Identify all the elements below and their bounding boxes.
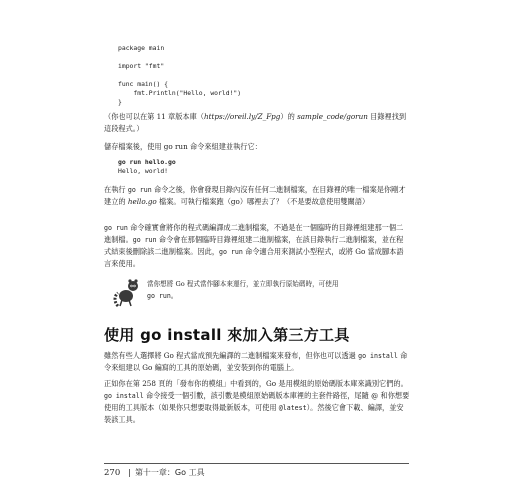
text: 命令來組建以 Go 編寫的工具的原始碼，並安裝到你的電腦上。 (104, 351, 408, 372)
paragraph-source-location (104, 111, 410, 135)
inline-code: go run (127, 186, 152, 194)
text: 目錄裡找到這段程式。） (104, 112, 407, 133)
text: 命令確實會將你的程式碼編譯成二進制檔案，不過是在一個臨時的目錄裡組建那一個二進制檔。 (104, 223, 404, 244)
text: 。 (170, 292, 178, 300)
text: 檔案。可執行檔案跑（go）哪裡去了？（不是要故意使用雙關語） (156, 197, 370, 206)
chapter-title: 第十一章：Go 工具 (134, 468, 205, 477)
code-line (118, 53, 241, 62)
paragraph-binary-question (104, 184, 410, 208)
filename-text: hello.go (127, 197, 157, 206)
inline-code: go install (358, 352, 398, 360)
inline-code: @latest (278, 404, 307, 412)
note-line: 當你想將 Go 程式當作腳本來運行，並立即執行原始碼時，可使用 (147, 280, 339, 288)
text: 在執行 (104, 185, 128, 194)
note-text (147, 278, 397, 302)
inline-code: go run (147, 292, 171, 300)
note-line (147, 290, 397, 302)
output-line: Hello, world! (118, 167, 169, 175)
code-line: func main() { (118, 80, 169, 88)
text: 命令適合用來測試小型程式，或將 Go 當成腳本語言來使用。 (104, 247, 404, 268)
code-line: import "fmt" (118, 62, 165, 70)
command-line: go run hello.go (118, 158, 176, 166)
paragraph-go-install-details (104, 378, 410, 426)
code-block-run (118, 158, 176, 176)
inline-code: go run (132, 236, 157, 244)
code-line (118, 71, 241, 80)
paragraph-run-intro: 儲存檔案後，使用 go run 命令來組建並執行它： (104, 142, 262, 151)
code-block-hello (118, 44, 241, 107)
text: 正如你在第 258 頁的「發布你的模組」中看到的，Go 是用模組的原始碼版本庫來識別它們的。 (104, 379, 408, 388)
paragraph-go-install-intro (104, 350, 410, 374)
footer-separator: | (128, 468, 131, 477)
page-footer (104, 467, 205, 478)
text: 雖然有些人選擇將 Go 程式當成預先編譯的二進制檔案來發布，但你也可以透過 (104, 351, 359, 360)
repo-link[interactable]: https://oreil.ly/Z_Fpg (203, 112, 281, 121)
code-line: fmt.Println("Hello, world!") (118, 89, 242, 97)
text: 命令會在那個臨時目錄裡組建二進制檔案，在該目錄執行二進制檔案，並在程式結束後刪除該二進制檔案。因此， (104, 235, 404, 256)
paragraph-go-run-explained (104, 222, 410, 270)
path-text: sample_code/gorun (297, 112, 368, 121)
inline-code: go run (219, 248, 243, 256)
text: ）的 (280, 112, 298, 121)
text: 命令接受一個引數，該引數是模組原始碼版本庫裡的主套件路徑，尾隨 @ 和你想要使用的工具版本（如果你只想要取得最新版本，可使用 (104, 391, 410, 412)
page-number: 270 (104, 468, 121, 478)
text: 命令之後，你會發現目錄內沒有任何二進制檔案，在目錄裡的唯一檔案是你剛才建立的 (104, 185, 406, 206)
section-heading: 使用 go install 來加入第三方工具 (104, 326, 350, 344)
inline-code: go run (104, 224, 128, 232)
text: （你也可以在第 11 章版本庫（ (104, 112, 204, 121)
code-line: } (118, 98, 122, 106)
code-line: package main (118, 44, 165, 52)
inline-code: go install (104, 392, 144, 400)
lemur-icon (112, 276, 142, 308)
footer-divider (104, 463, 409, 464)
text: ）。然後它會下載、編譯，並安裝該工具。 (104, 403, 404, 424)
